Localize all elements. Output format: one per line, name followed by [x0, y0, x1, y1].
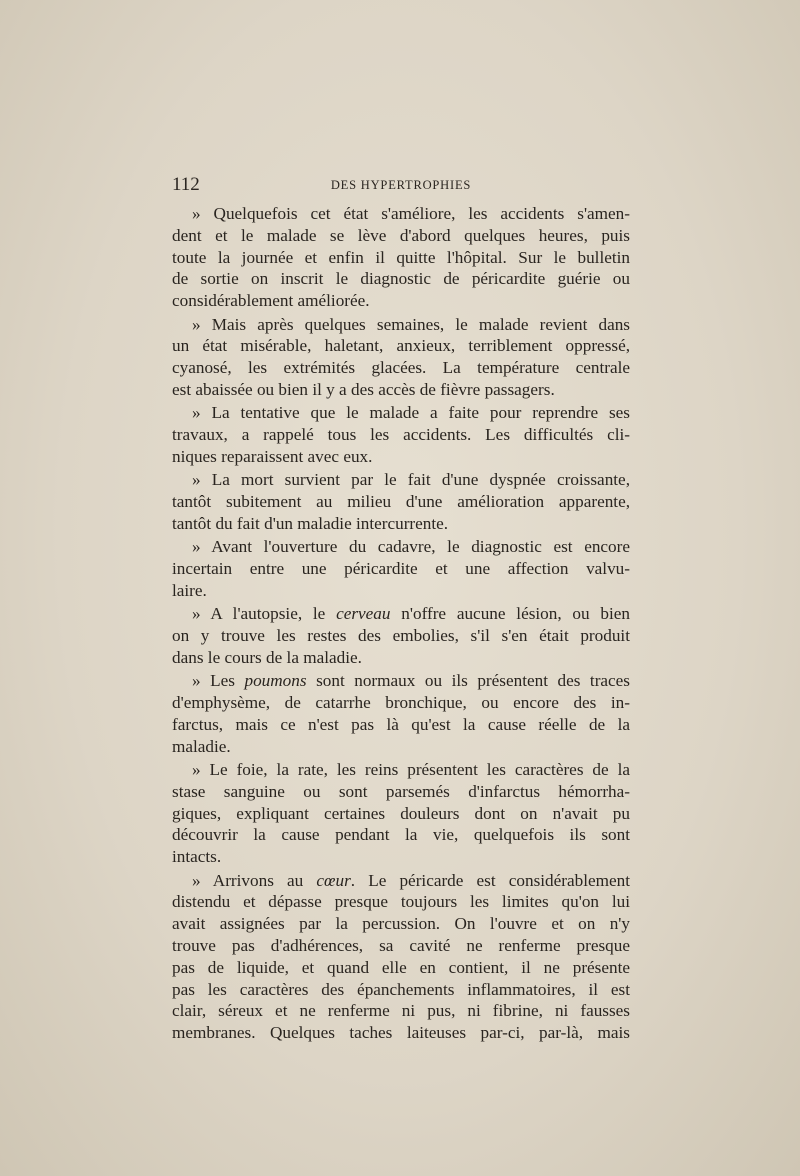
paragraph [172, 402, 630, 467]
text-line: » Le foie, la rate, les reins présentent les caractères de la [192, 760, 630, 780]
text-line: tantôt subitement au milieu d'une amélioration apparente, [172, 492, 630, 512]
text-line: un état misérable, haletant, anxieux, terriblement oppressé, [172, 336, 630, 356]
text-run: » Arrivons au [192, 870, 317, 890]
text-line: cyanosé, les extrémités glacées. La température centrale [172, 358, 630, 378]
text-line: » La mort survient par le fait d'une dyspnée croissante, [192, 470, 630, 490]
paragraph [172, 603, 630, 668]
text-line: découvrir la cause pendant la vie, quelquefois ils sont [172, 825, 630, 845]
text-line: on y trouve les restes des embolies, s'il s'en était produit [172, 626, 630, 646]
text-line: de sortie on inscrit le diagnostic de péricardite guérie ou [172, 269, 630, 289]
text-line: niques reparaissent avec eux. [172, 446, 373, 466]
text-run: sont normaux ou ils présentent des traces [306, 671, 630, 691]
text-run: » Les [192, 671, 245, 691]
text-line: travaux, a rappelé tous les accidents. Les difficultés cli- [172, 425, 630, 445]
paragraph [172, 314, 630, 401]
italic-term: cerveau [336, 604, 391, 624]
text-line: » Avant l'ouverture du cadavre, le diagnostic est encore [192, 537, 630, 557]
text-run: » A l'autopsie, le [192, 604, 337, 624]
text-line: maladie. [172, 736, 231, 756]
text-line: trouve pas d'adhérences, sa cavité ne renferme presque [172, 936, 630, 956]
page-number: 112 [172, 174, 200, 195]
text-line: laire. [172, 580, 207, 600]
italic-term: poumons [244, 671, 307, 691]
paragraph [172, 870, 630, 1044]
page-header [172, 174, 630, 196]
text-line: incertain entre une péricardite et une affection valvu- [172, 559, 630, 579]
text-line: considérablement améliorée. [172, 291, 370, 311]
paragraph [172, 203, 630, 312]
text-line [172, 603, 630, 625]
text-line: » Quelquefois cet état s'améliore, les accidents s'amen- [192, 204, 630, 223]
text-line [172, 870, 630, 892]
running-title: DES HYPERTROPHIES [330, 178, 472, 192]
text-line: » Mais après quelques semaines, le malade revient dans [192, 314, 630, 334]
body-text [172, 203, 630, 1046]
text-run: . Le péricarde est considérablement [350, 870, 630, 890]
text-line: stase sanguine ou sont parsemés d'infarctus hémorrha- [172, 781, 630, 801]
text-line: giques, expliquant certaines douleurs dont on n'avait pu [172, 803, 630, 823]
text-line [172, 670, 630, 692]
italic-term: cœur [316, 870, 351, 890]
text-line: tantôt du fait d'un maladie intercurrente. [172, 513, 449, 533]
paragraph [172, 759, 630, 868]
text-line: membranes. Quelques taches laiteuses par-ci, par-là, mais [172, 1023, 630, 1043]
text-line: » La tentative que le malade a faite pour reprendre ses [192, 403, 630, 423]
text-line: avait assignées par la percussion. On l'ouvre et on n'y [172, 914, 630, 934]
text-line: pas de liquide, et quand elle en contient, il ne présente [172, 957, 630, 977]
text-line: farctus, mais ce n'est pas là qu'est la cause réelle de la [172, 714, 630, 734]
text-line: distendu et dépasse presque toujours les limites qu'on lui [172, 892, 630, 912]
text-line: clair, séreux et ne renferme ni pus, ni fibrine, ni fausses [172, 1001, 630, 1021]
text-line: pas les caractères des épanchements inflammatoires, il est [172, 979, 630, 999]
text-run: n'offre aucune lésion, ou bien [390, 604, 630, 624]
text-line: dans le cours de la maladie. [172, 647, 362, 667]
paragraph [172, 536, 630, 601]
text-line: toute la journée et enfin il quitte l'hôpital. Sur le bulletin [172, 247, 630, 267]
text-line: d'emphysème, de catarrhe bronchique, ou encore des in- [172, 693, 630, 713]
text-line: dent et le malade se lève d'abord quelques heures, puis [172, 225, 630, 245]
text-line: intacts. [172, 847, 222, 867]
text-line: est abaissée ou bien il y a des accès de fièvre passagers. [172, 379, 555, 399]
paragraph [172, 469, 630, 534]
paragraph [172, 670, 630, 757]
